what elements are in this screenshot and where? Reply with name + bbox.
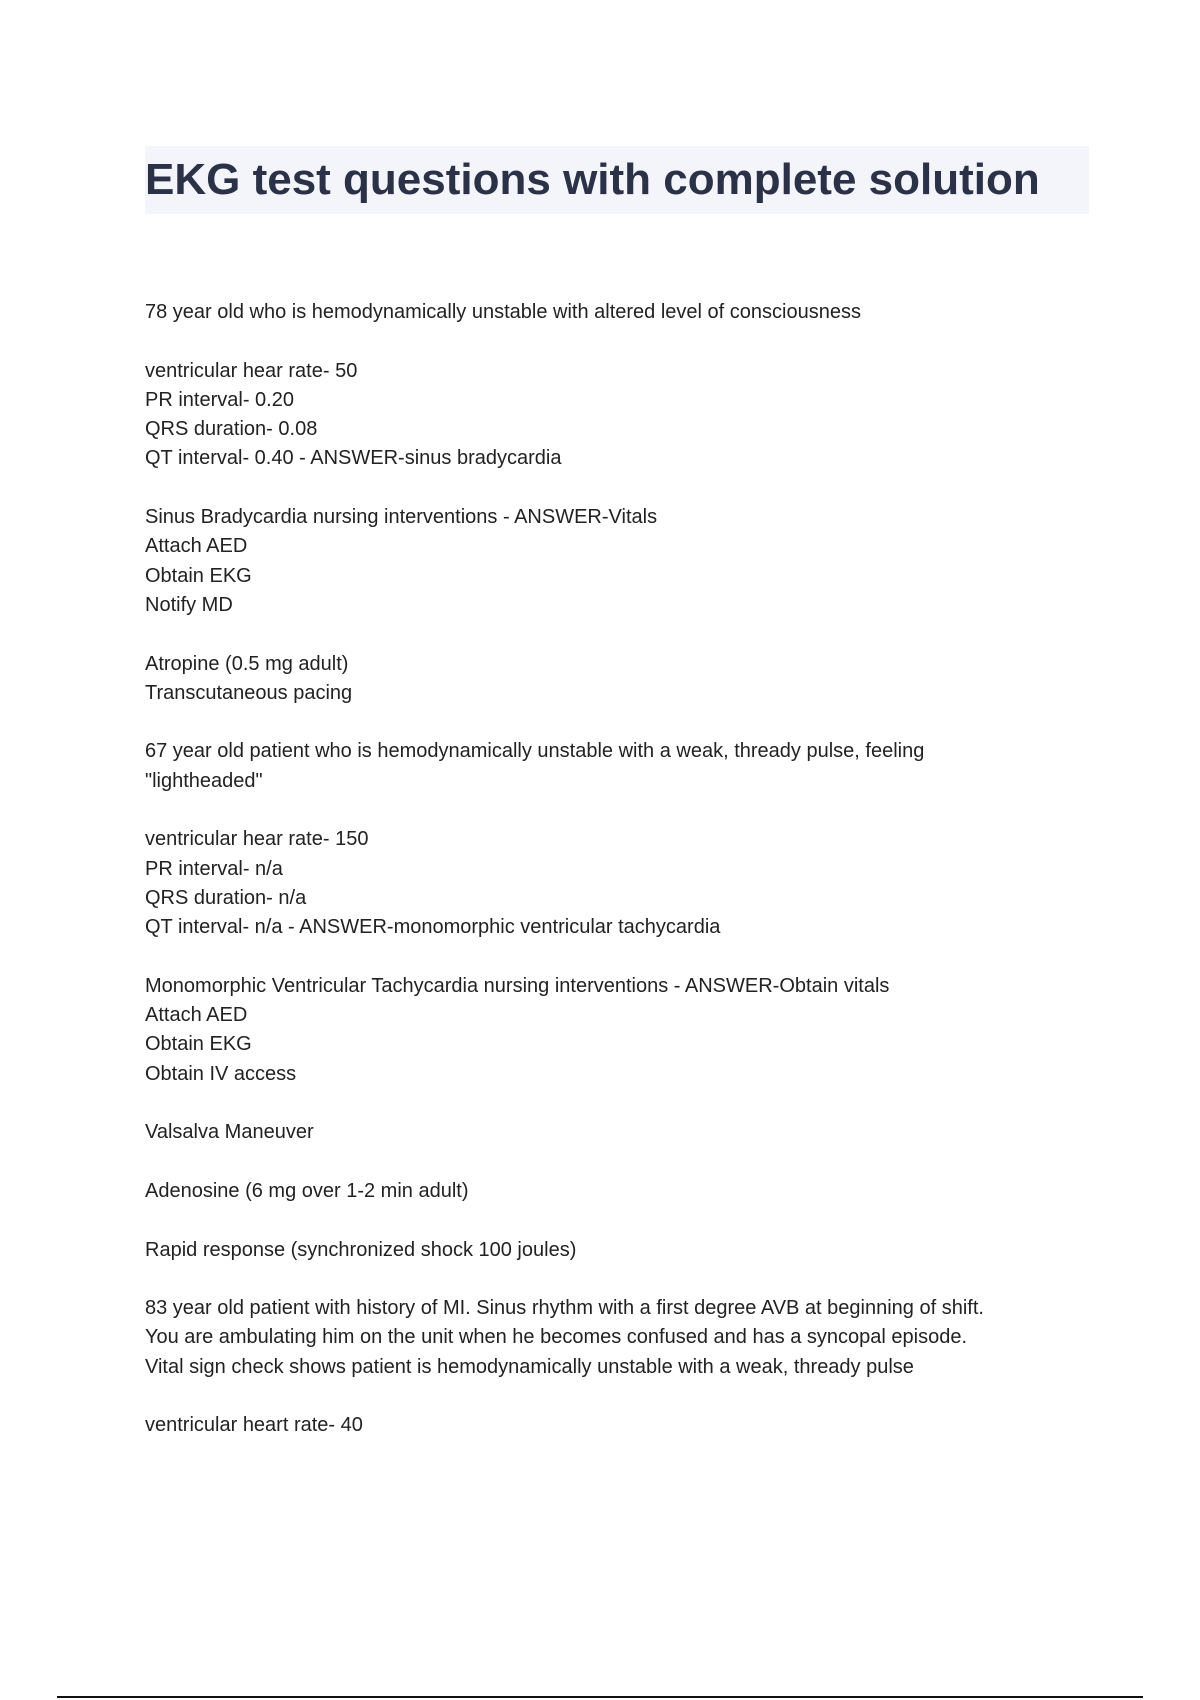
paragraph [145, 298, 1090, 327]
text-line: QRS duration- n/a [145, 886, 307, 909]
text-line: Attach AED [145, 535, 248, 558]
text-line: Attach AED [145, 1004, 248, 1027]
paragraph [145, 1118, 1090, 1147]
text-line: Adenosine (6 mg over 1-2 min adult) [145, 1179, 469, 1202]
text-line: Valsalva Maneuver [145, 1121, 314, 1144]
text-line: Notify MD [145, 593, 233, 616]
paragraph [145, 503, 1090, 620]
text-line: Vital sign check shows patient is hemodynamically unstable with a weak, thready pulse [145, 1355, 914, 1378]
text-line: PR interval- 0.20 [145, 388, 294, 411]
text-line: Transcutaneous pacing [145, 681, 353, 704]
paragraph [145, 1294, 1090, 1382]
text-line: Obtain IV access [145, 1062, 297, 1085]
text-line: You are ambulating him on the unit when he becomes confused and has a syncopal episode. [145, 1326, 968, 1349]
page-title: EKG test questions with complete solution [145, 155, 1040, 204]
paragraph [145, 972, 1090, 1089]
paragraph [145, 1411, 1090, 1440]
text-line: Obtain EKG [145, 564, 252, 587]
text-line: Rapid response (synchronized shock 100 joules) [145, 1238, 577, 1261]
text-line: 83 year old patient with history of MI. Sinus rhythm with a first degree AVB at beginning of shift. [145, 1297, 984, 1320]
text-line: Monomorphic Ventricular Tachycardia nursing interventions - ANSWER-Obtain vitals [145, 974, 890, 997]
text-line: Atropine (0.5 mg adult) [145, 652, 349, 675]
text-line: 67 year old patient who is hemodynamically unstable with a weak, thready pulse, feeling [145, 740, 925, 763]
paragraph [145, 357, 1090, 474]
paragraph [145, 1236, 1090, 1265]
paragraph [145, 1177, 1090, 1206]
paragraph [145, 737, 1090, 796]
document-body [145, 298, 1090, 1470]
text-line: "lightheaded" [145, 769, 263, 792]
text-line: ventricular heart rate- 40 [145, 1414, 363, 1437]
text-line: Obtain EKG [145, 1033, 252, 1056]
text-line: 78 year old who is hemodynamically unstable with altered level of consciousness [145, 301, 861, 323]
text-line: QRS duration- 0.08 [145, 418, 318, 441]
text-line: PR interval- n/a [145, 857, 283, 880]
text-line: ventricular hear rate- 50 [145, 359, 358, 382]
text-line: ventricular hear rate- 150 [145, 828, 369, 851]
text-line: QT interval- n/a - ANSWER-monomorphic ventricular tachycardia [145, 916, 721, 939]
text-line: QT interval- 0.40 - ANSWER-sinus bradycardia [145, 447, 562, 470]
footer-divider [57, 1696, 1143, 1698]
paragraph [145, 825, 1090, 942]
text-line: Sinus Bradycardia nursing interventions - ANSWER-Vitals [145, 506, 658, 529]
paragraph [145, 650, 1090, 709]
